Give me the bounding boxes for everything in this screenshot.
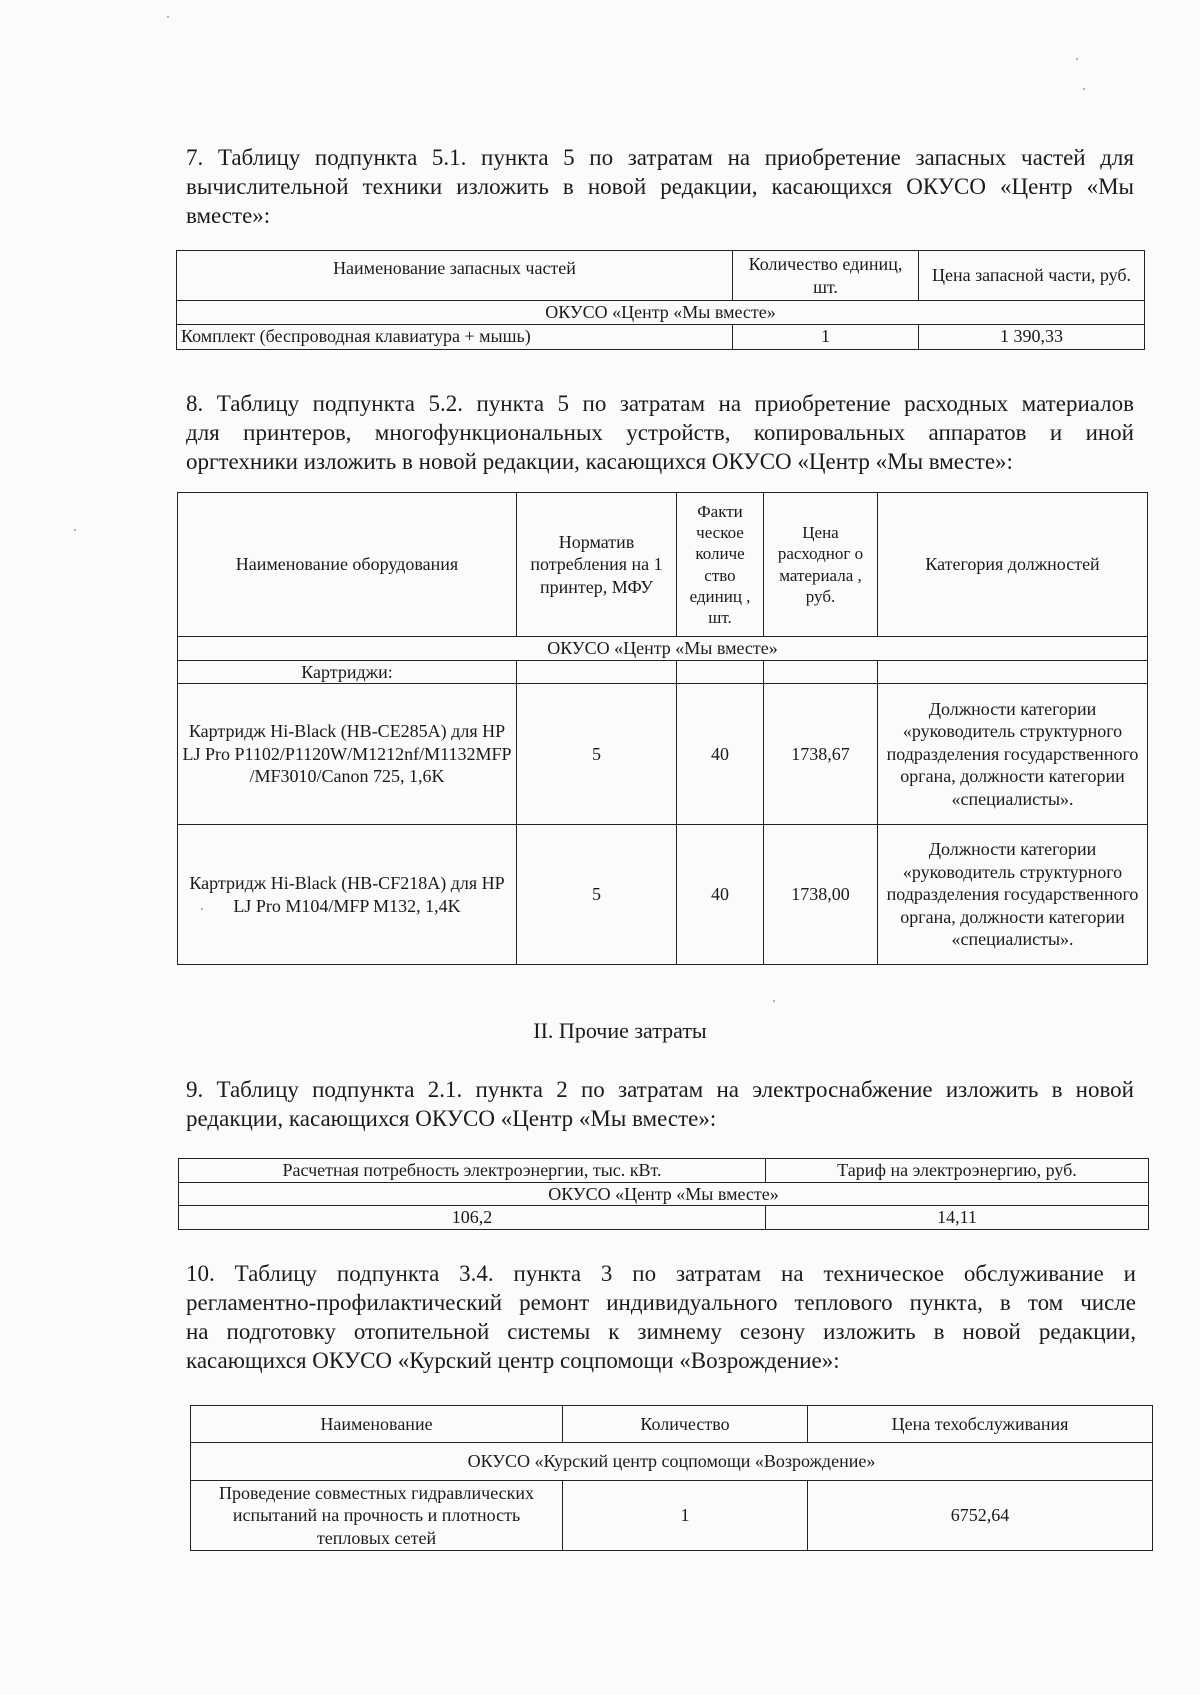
table-row bbox=[177, 324, 1145, 349]
paragraph-9 bbox=[186, 1075, 1134, 1133]
paragraph-line: касающихся ОКУСО «Курский центр соцпомощи «Возрождение»: bbox=[186, 1348, 840, 1373]
scan-speck bbox=[1083, 88, 1085, 90]
paragraph-line: вместе»: bbox=[186, 203, 271, 228]
empty-cell bbox=[764, 660, 878, 684]
cell-category: Должности категории «руководитель структурного подразделения государственного органа, должности категории «специалисты». bbox=[878, 684, 1148, 825]
org-name: ОКУСО «Центр «Мы вместе» bbox=[178, 637, 1148, 661]
table-row bbox=[178, 684, 1148, 825]
paragraph-line: на подготовку отопительной системы к зимнему сезону изложить в новой редакции, bbox=[186, 1319, 1136, 1344]
cell-price: 1 390,33 bbox=[919, 324, 1145, 349]
column-header-norm: Норматив потребления на 1 принтер, МФУ bbox=[517, 493, 677, 637]
column-header: Тариф на электроэнергию, руб. bbox=[766, 1159, 1149, 1183]
consumables-table bbox=[177, 492, 1148, 965]
cell-price: 1738,00 bbox=[764, 825, 878, 965]
column-header: Количество единиц, шт. bbox=[733, 251, 919, 301]
column-header: Наименование запасных частей bbox=[177, 251, 733, 301]
cell-need: 106,2 bbox=[179, 1206, 766, 1230]
paragraph-8 bbox=[186, 389, 1134, 476]
scan-speck bbox=[201, 908, 203, 910]
org-name: ОКУСО «Центр «Мы вместе» bbox=[177, 301, 1145, 325]
spare-parts-table bbox=[176, 250, 1145, 350]
scan-speck bbox=[74, 529, 76, 531]
org-row bbox=[179, 1182, 1149, 1206]
scan-speck bbox=[773, 1000, 775, 1002]
paragraph-10 bbox=[186, 1259, 1136, 1375]
table-row bbox=[179, 1206, 1149, 1230]
paragraph-line: редакции, касающихся ОКУСО «Центр «Мы вместе»: bbox=[186, 1106, 717, 1131]
org-row bbox=[191, 1443, 1153, 1481]
column-header-price: Цена расходног о материала , руб. bbox=[764, 493, 878, 637]
cell-tariff: 14,11 bbox=[766, 1206, 1149, 1230]
group-label: Картриджи: bbox=[178, 660, 517, 684]
column-header-name: Наименование оборудования bbox=[178, 493, 517, 637]
org-name: ОКУСО «Курский центр соцпомощи «Возрождение» bbox=[191, 1443, 1153, 1481]
cell-name: Картридж Hi-Black (HB-CE285A) для HP LJ Pro P1102/P1120W/M1212nf/M1132MFP /MF3010/Canon 725, 1,6K bbox=[178, 684, 517, 825]
cell-fact: 40 bbox=[677, 825, 764, 965]
cell-quantity: 1 bbox=[563, 1481, 808, 1551]
section-heading: II. Прочие затраты bbox=[533, 1018, 707, 1043]
paragraph-line: 9. Таблицу подпункта 2.1. пункта 2 по затратам на электроснабжение изложить в новой bbox=[186, 1077, 1134, 1102]
cell-name: Проведение совместных гидравлических испытаний на прочность и плотность тепловых сетей bbox=[191, 1481, 563, 1551]
column-header: Расчетная потребность электроэнергии, тыс. кВт. bbox=[179, 1159, 766, 1183]
cell-price: 6752,64 bbox=[808, 1481, 1153, 1551]
cell-name: Картридж Hi-Black (HB-CF218A) для HP LJ Pro M104/MFP M132, 1,4K bbox=[178, 825, 517, 965]
maintenance-table bbox=[190, 1405, 1153, 1551]
paragraph-line: 7. Таблицу подпункта 5.1. пункта 5 по затратам на приобретение запасных частей для bbox=[186, 145, 1134, 170]
table-row bbox=[191, 1481, 1153, 1551]
paragraph-line: 10. Таблицу подпункта 3.4. пункта 3 по затратам на техническое обслуживание и bbox=[186, 1261, 1136, 1286]
paragraph-line: вычислительной техники изложить в новой редакции, касающихся ОКУСО «Центр «Мы bbox=[186, 174, 1134, 199]
column-header: Цена техобслуживания bbox=[808, 1406, 1153, 1443]
cell-category: Должности категории «руководитель структурного подразделения государственного органа, должности категории «специалисты». bbox=[878, 825, 1148, 965]
scan-speck bbox=[167, 16, 169, 18]
table-header-row bbox=[177, 251, 1145, 301]
cell-price: 1738,67 bbox=[764, 684, 878, 825]
cell-norm: 5 bbox=[517, 684, 677, 825]
cell-fact: 40 bbox=[677, 684, 764, 825]
paragraph-line: 8. Таблицу подпункта 5.2. пункта 5 по затратам на приобретение расходных материалов bbox=[186, 391, 1134, 416]
org-row bbox=[177, 301, 1145, 325]
column-header: Наименование bbox=[191, 1406, 563, 1443]
cell-quantity: 1 bbox=[733, 324, 919, 349]
column-header-category: Категория должностей bbox=[878, 493, 1148, 637]
cell-norm: 5 bbox=[517, 825, 677, 965]
electricity-table bbox=[178, 1158, 1149, 1230]
paragraph-line: оргтехники изложить в новой редакции, касающихся ОКУСО «Центр «Мы вместе»: bbox=[186, 449, 1013, 474]
column-header: Цена запасной части, руб. bbox=[919, 251, 1145, 301]
column-header-fact: Факти ческое количе ство единиц , шт. bbox=[677, 493, 764, 637]
empty-cell bbox=[517, 660, 677, 684]
column-header: Количество bbox=[563, 1406, 808, 1443]
table-header-row bbox=[178, 493, 1148, 637]
empty-cell bbox=[878, 660, 1148, 684]
empty-cell bbox=[677, 660, 764, 684]
cell-name: Комплект (беспроводная клавиатура + мышь) bbox=[177, 324, 733, 349]
scan-speck bbox=[1076, 58, 1078, 60]
table-header-row bbox=[191, 1406, 1153, 1443]
paragraph-line: регламентно-профилактический ремонт индивидуального теплового пункта, в том числе bbox=[186, 1290, 1136, 1315]
org-row bbox=[178, 637, 1148, 661]
paragraph-7 bbox=[186, 143, 1134, 230]
table-row bbox=[178, 825, 1148, 965]
group-row bbox=[178, 660, 1148, 684]
table-header-row bbox=[179, 1159, 1149, 1183]
paragraph-line: для принтеров, многофункциональных устройств, копировальных аппаратов и иной bbox=[186, 420, 1134, 445]
org-name: ОКУСО «Центр «Мы вместе» bbox=[179, 1182, 1149, 1206]
